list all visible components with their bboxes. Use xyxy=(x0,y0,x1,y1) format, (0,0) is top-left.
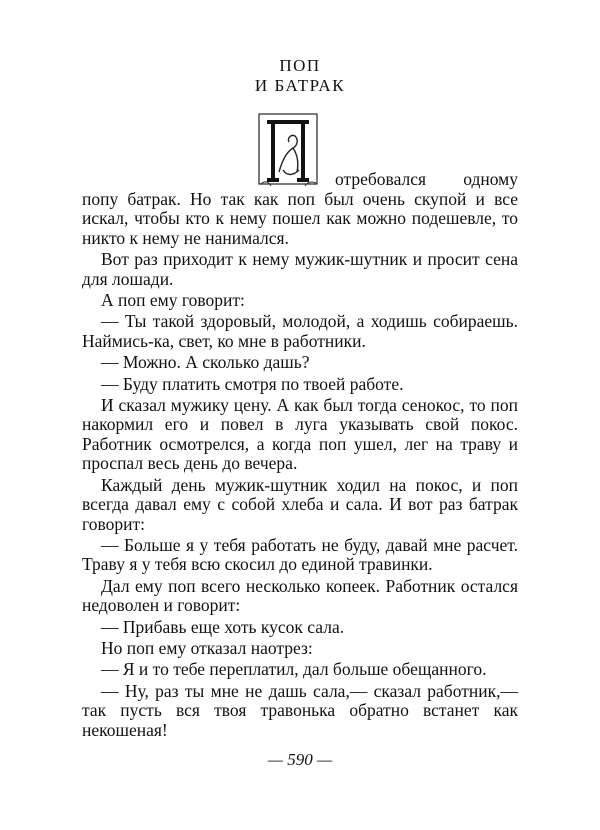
paragraph: — Буду платить смотря по твоей работе. xyxy=(101,373,404,394)
page-number: — 590 — xyxy=(267,750,333,769)
body-text xyxy=(82,190,518,740)
paragraph: Вот раз приходит к нему мужик-шутник и просит сена для лошади. xyxy=(82,249,518,289)
paragraph: — Больше я у тебя работать не буду, давай мне расчет. Траву я у тебя всю скосил до единой травинки. xyxy=(82,534,518,575)
paragraph: Дал ему поп всего несколько копеек. Работник остался недоволен и говорит: xyxy=(82,575,518,616)
story-title-line-2: И БАТРАК xyxy=(254,76,346,95)
paragraph: — Ты такой здоровый, молодой, а ходишь собираешь. Наймись-ка, свет, ко мне в работники. xyxy=(82,311,518,351)
paragraph: Но поп ему отказал наотрез: xyxy=(101,637,313,658)
story-title-line-1: ПОП xyxy=(279,56,321,75)
paragraph: Каждый день мужик-шутник ходил на покос, и поп всегда давал ему с собой хлеба и сала. И вот раз батрак говорит: xyxy=(82,474,518,534)
paragraph: А поп ему говорит: xyxy=(101,290,245,311)
paragraph: И сказал мужику цену. А как был тогда сенокос, то поп накормил его и повел в луга указывать свой покос. Работник осмотрелся, а когда поп ушел, лег на траву и проспал весь день до вечера. xyxy=(82,395,518,474)
paragraph: — Ну, раз ты мне не дашь сала,— сказал работник,— так пусть вся твоя травонька обратно встанет как некошеная! xyxy=(82,680,518,740)
paragraph: — Я и то тебе переплатил, дал больше обещанного. xyxy=(101,659,487,680)
dropcap-letter: П xyxy=(288,186,289,187)
paragraph: — Прибавь еще хоть кусок сала. xyxy=(101,616,345,637)
paragraph: попу батрак. Но так как поп был очень скупой и все искал, чтобы кто к нему пошел как можно подешевле, то никто к нему не нанимался. xyxy=(82,189,518,248)
ornamental-dropcap-p-icon xyxy=(253,110,323,188)
opening-line: отребовался одному xyxy=(335,169,518,189)
paragraph: — Можно. А сколько дашь? xyxy=(101,352,310,373)
